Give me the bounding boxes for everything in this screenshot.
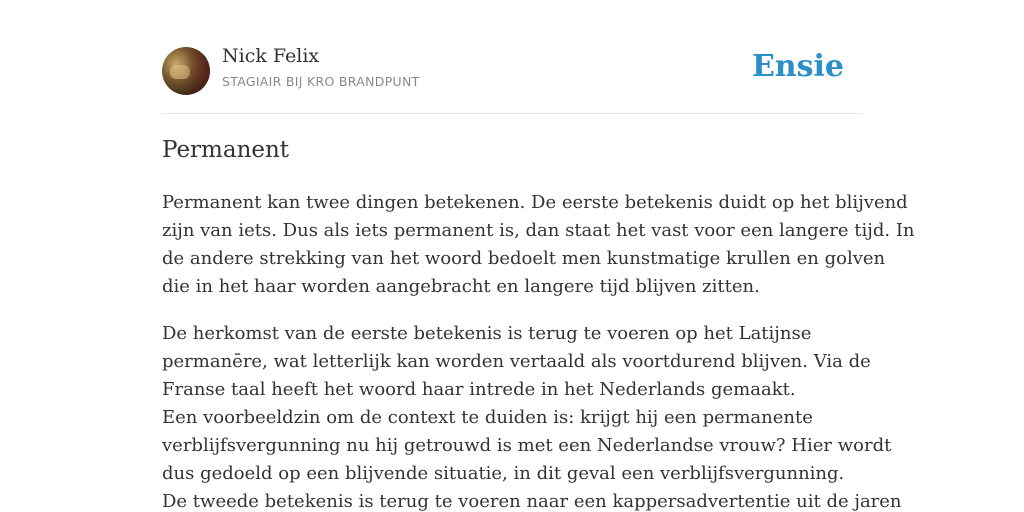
author-avatar[interactable] (162, 47, 210, 95)
text-line: dus gedoeld op een blijvende situatie, in dit geval een verblijfsvergunning. (162, 463, 845, 484)
text-line: zijn van iets. Dus als iets permanent is, dan staat het vast voor een langere tijd. In (162, 220, 915, 241)
text-line: De herkomst van de eerste betekenis is terug te voeren op het Latijnse (162, 323, 812, 344)
article-header (162, 0, 862, 114)
text-line: verblijfsvergunning nu hij getrouwd is met een Nederlandse vrouw? Hier wordt (162, 435, 892, 456)
text-line: Permanent kan twee dingen betekenen. De eerste betekenis duidt op het blijvend (162, 192, 908, 213)
author-name[interactable]: Nick Felix (222, 45, 320, 67)
text-line: de andere strekking van het woord bedoelt men kunstmatige krullen en golven (162, 248, 886, 269)
text-line: Een voorbeeldzin om de context te duiden is: krijgt hij een permanente (162, 407, 813, 428)
paragraph-2 (162, 320, 902, 512)
article-body (162, 189, 915, 512)
author-role: STAGIAIR BIJ KRO BRANDPUNT (222, 74, 420, 89)
text-line: die in het haar worden aangebracht en langere tijd blijven zitten. (162, 276, 760, 297)
text-line: permanēre, wat letterlijk kan worden vertaald als voortdurend blijven. Via de (162, 351, 871, 372)
text-line: De tweede betekenis is terug te voeren naar een kappersadvertentie uit de jaren (162, 491, 902, 512)
text-line: Franse taal heeft het woord haar intrede in het Nederlands gemaakt. (162, 379, 796, 400)
article-container (162, 0, 915, 512)
ensie-logo[interactable]: Ensie (751, 49, 844, 84)
paragraph-1 (162, 189, 915, 301)
article-title: Permanent (162, 137, 290, 163)
